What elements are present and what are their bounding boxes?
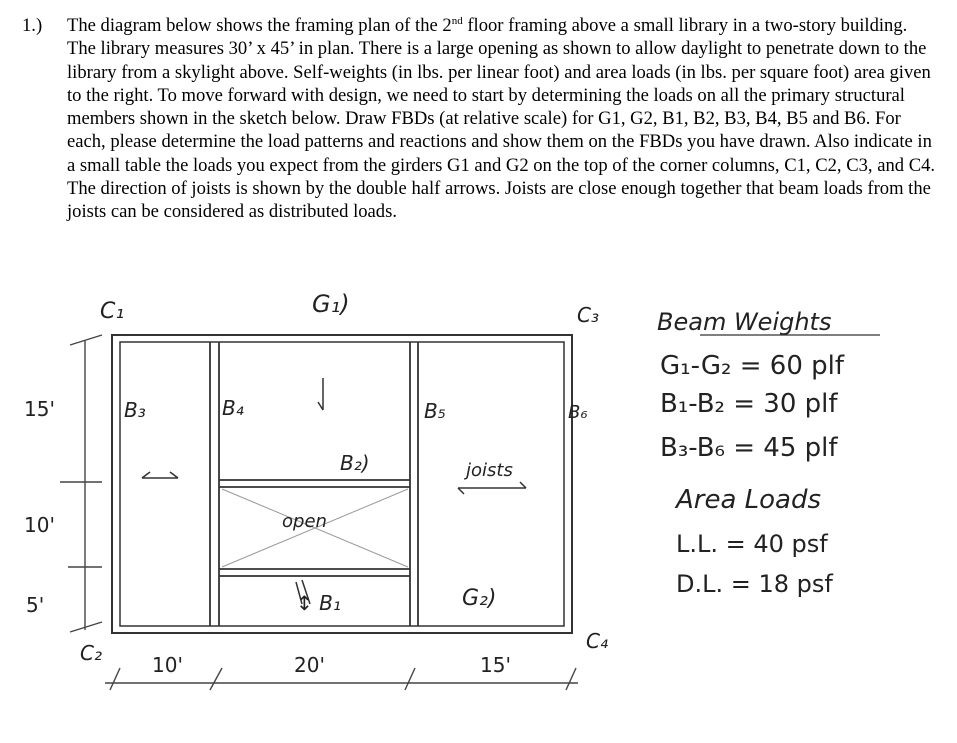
- label-b4: B₄: [222, 396, 244, 420]
- label-b6: B₆: [568, 402, 588, 423]
- dim-left-10: 10': [24, 513, 55, 537]
- beam-weight-b36: B₃-B₆ = 45 plf: [660, 433, 838, 463]
- problem-number: 1.): [22, 15, 43, 36]
- dim-bottom-10: 10': [152, 653, 183, 677]
- vertical-beams: [210, 342, 418, 626]
- label-b5: B₅: [424, 399, 446, 423]
- dim-left-15: 15': [24, 397, 55, 421]
- beam-weight-b12: B₁-B₂ = 30 plf: [660, 389, 838, 419]
- label-b2: B₂): [340, 451, 370, 475]
- problem-text-superscript: nd: [451, 14, 463, 27]
- label-g1: G₁): [312, 290, 350, 318]
- joist-arrows: [142, 378, 526, 604]
- framing-plan-sketch: [0, 270, 957, 700]
- label-c1: C₁: [100, 299, 125, 324]
- dim-left-5: 5': [26, 593, 45, 617]
- problem-statement: [22, 14, 937, 224]
- label-g2: G₂): [462, 586, 497, 611]
- problem-text-rest: floor framing above a small library in a two-story building. The library measures 30’ x 45’ in plan. There is a large opening as shown to allow daylight to penetrate down to the library from a skylight above. Self-weights (in lbs. per linear foot) and area loads (in lbs. per square foot) area given to the right. To move forward with design, we need to start by determining the loads on all the primary structural members shown in the sketch below. Draw FBDs (at relative scale) for G1, G2, B1, B2, B3, B4, B5 and B6. For each, please determine the load patterns and reactions and show them on the FBDs you have drawn. Also indicate in a small table the loads you expect from the girders G1 and G2 on the top of the corner columns, C1, C2, C3, and C4. The direction of joists is shown by the double half arrows. Joists are close enough together that beam loads from the joists can be considered as distributed loads.: [67, 15, 936, 223]
- label-b3: B₃: [124, 398, 146, 422]
- dim-bottom-15: 15': [480, 653, 511, 677]
- outer-frame: [112, 335, 572, 633]
- area-loads-title: Area Loads: [676, 485, 822, 515]
- problem-text-start: The diagram below shows the framing plan of the 2: [67, 15, 452, 36]
- label-open: open: [282, 511, 327, 532]
- label-b1: ↕ B₁: [296, 591, 341, 615]
- label-joists: joists: [466, 460, 513, 481]
- beam-weights-title: Beam Weights: [657, 308, 832, 336]
- label-c2: C₂: [80, 641, 102, 665]
- label-c3: C₃: [577, 303, 599, 327]
- problem-text: [67, 14, 937, 224]
- live-load: L.L. = 40 psf: [676, 530, 828, 558]
- dead-load: D.L. = 18 psf: [676, 570, 833, 598]
- dim-bottom-20: 20': [294, 653, 325, 677]
- label-c4: C₄: [586, 629, 608, 653]
- beam-weight-g: G₁-G₂ = 60 plf: [660, 351, 845, 381]
